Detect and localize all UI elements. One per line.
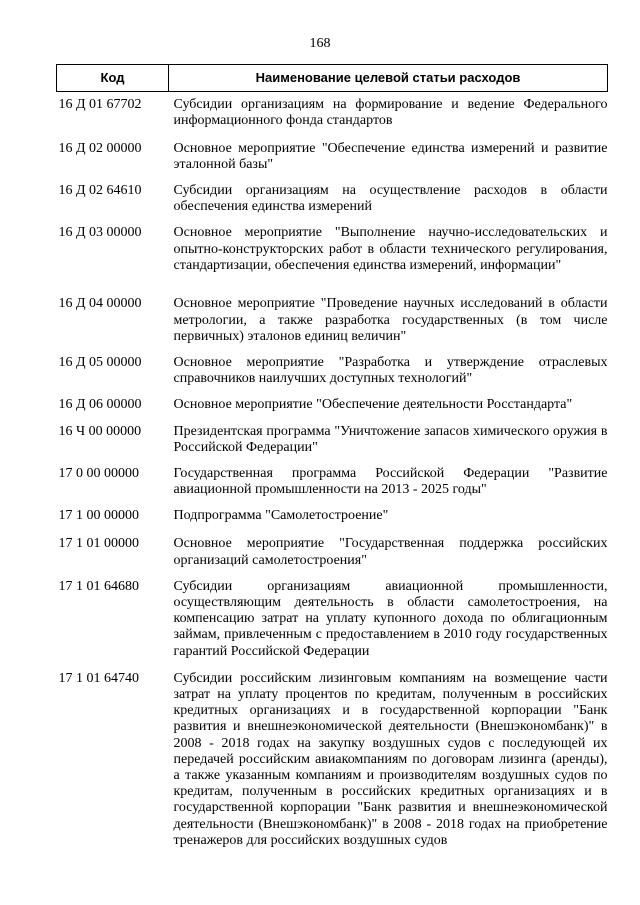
column-header-name: Наименование целевой статьи расходов (169, 65, 608, 92)
row-name: Подпрограмма "Самолетостроение" (173, 508, 389, 524)
table-row (57, 503, 608, 531)
row-name: Основное мероприятие "Проведение научных исследований в области метрологии, а также разработка государственных (в том числе первичных) эталонов единиц величин" (173, 296, 608, 344)
row-code: 17 1 01 64680 (58, 578, 139, 594)
row-name: Субсидии организациям авиационной промышленности, осуществляющим деятельность в области самолетостроения, на компенсацию затрат на уплату купонного дохода по облигационным займам, привлеченным с предоставлением в 2010 году государственных гарантий Российской Федерации (173, 578, 608, 659)
table-row (57, 136, 608, 178)
table-row (57, 419, 608, 461)
row-name: Президентская программа "Уничтожение запасов химического оружия в Российской Федерации" (173, 423, 608, 455)
row-name: Субсидии организациям на формирование и ведение Федерального информационного фонда стандартов (173, 97, 608, 129)
table-row (57, 574, 608, 666)
table-row (57, 291, 608, 350)
row-code: 17 0 00 00000 (58, 465, 139, 481)
row-code: 16 Д 02 64610 (58, 182, 142, 198)
table-header-row (57, 65, 608, 92)
row-name: Основное мероприятие "Государственная поддержка российских организаций самолетостроения" (173, 536, 608, 568)
column-header-code: Код (57, 65, 169, 92)
table-row (57, 178, 608, 220)
row-name: Основное мероприятие "Выполнение научно-исследовательских и опытно-конструкторских работ в области технического регулирования, стандартизации, обеспечения единства измерений, информации" (173, 225, 608, 273)
row-code: 16 Д 06 00000 (58, 397, 142, 413)
row-name: Основное мероприятие "Разработка и утверждение отраслевых справочников наилучших доступных технологий" (173, 354, 608, 387)
row-code: 17 1 00 00000 (58, 508, 139, 524)
page-number: 168 (309, 36, 331, 51)
row-name: Субсидии российским лизинговым компаниям на возмещение части затрат на уплату процентов по кредитам, полученным в российских кредитных организациях и в государственной корпорации "Банк развития и внешнеэкономической деятельности (Внешэкономбанк)" в 2008 - 2018 годах на закупку воздушных судов с последующей их передачей российским авиакомпаниям по договорам лизинга (аренды), а также указанным компаниям и производителям воздушных судов по кредитам, полученным в российских кредитных организациях и в государственной корпорации "Банк развития и внешнеэкономической деятельности (Внешэкономбанк)" в 2008 - 2018 годах на приобретение тренажеров для российских воздушных судов (173, 670, 608, 848)
row-code: 16 Д 02 00000 (58, 140, 142, 156)
row-name: Государственная программа Российской Федерации "Развитие авиационной промышленности на 2013 - 2025 годы" (173, 465, 608, 498)
row-code: 16 Д 01 67702 (58, 97, 142, 112)
table-row (57, 92, 608, 136)
row-code: 16 Д 03 00000 (58, 225, 142, 241)
table-row (57, 220, 608, 291)
row-code: 16 Д 04 00000 (58, 296, 142, 312)
row-name: Основное мероприятие "Обеспечение деятельности Росстандарта" (173, 397, 573, 413)
table-row (57, 531, 608, 573)
row-code: 16 Д 05 00000 (58, 354, 142, 370)
row-name: Субсидии организациям на осуществление расходов в области обеспечения единства измерений (173, 182, 608, 215)
row-name: Основное мероприятие "Обеспечение единства измерений и развитие эталонной базы" (173, 140, 608, 172)
row-code: 17 1 01 00000 (58, 536, 139, 552)
table-row (57, 350, 608, 392)
table-row (57, 392, 608, 418)
table-row (57, 461, 608, 503)
budget-items-table (56, 64, 608, 854)
table-row (57, 666, 608, 854)
row-code: 16 Ч 00 00000 (58, 423, 142, 439)
row-code: 17 1 01 64740 (58, 670, 139, 686)
